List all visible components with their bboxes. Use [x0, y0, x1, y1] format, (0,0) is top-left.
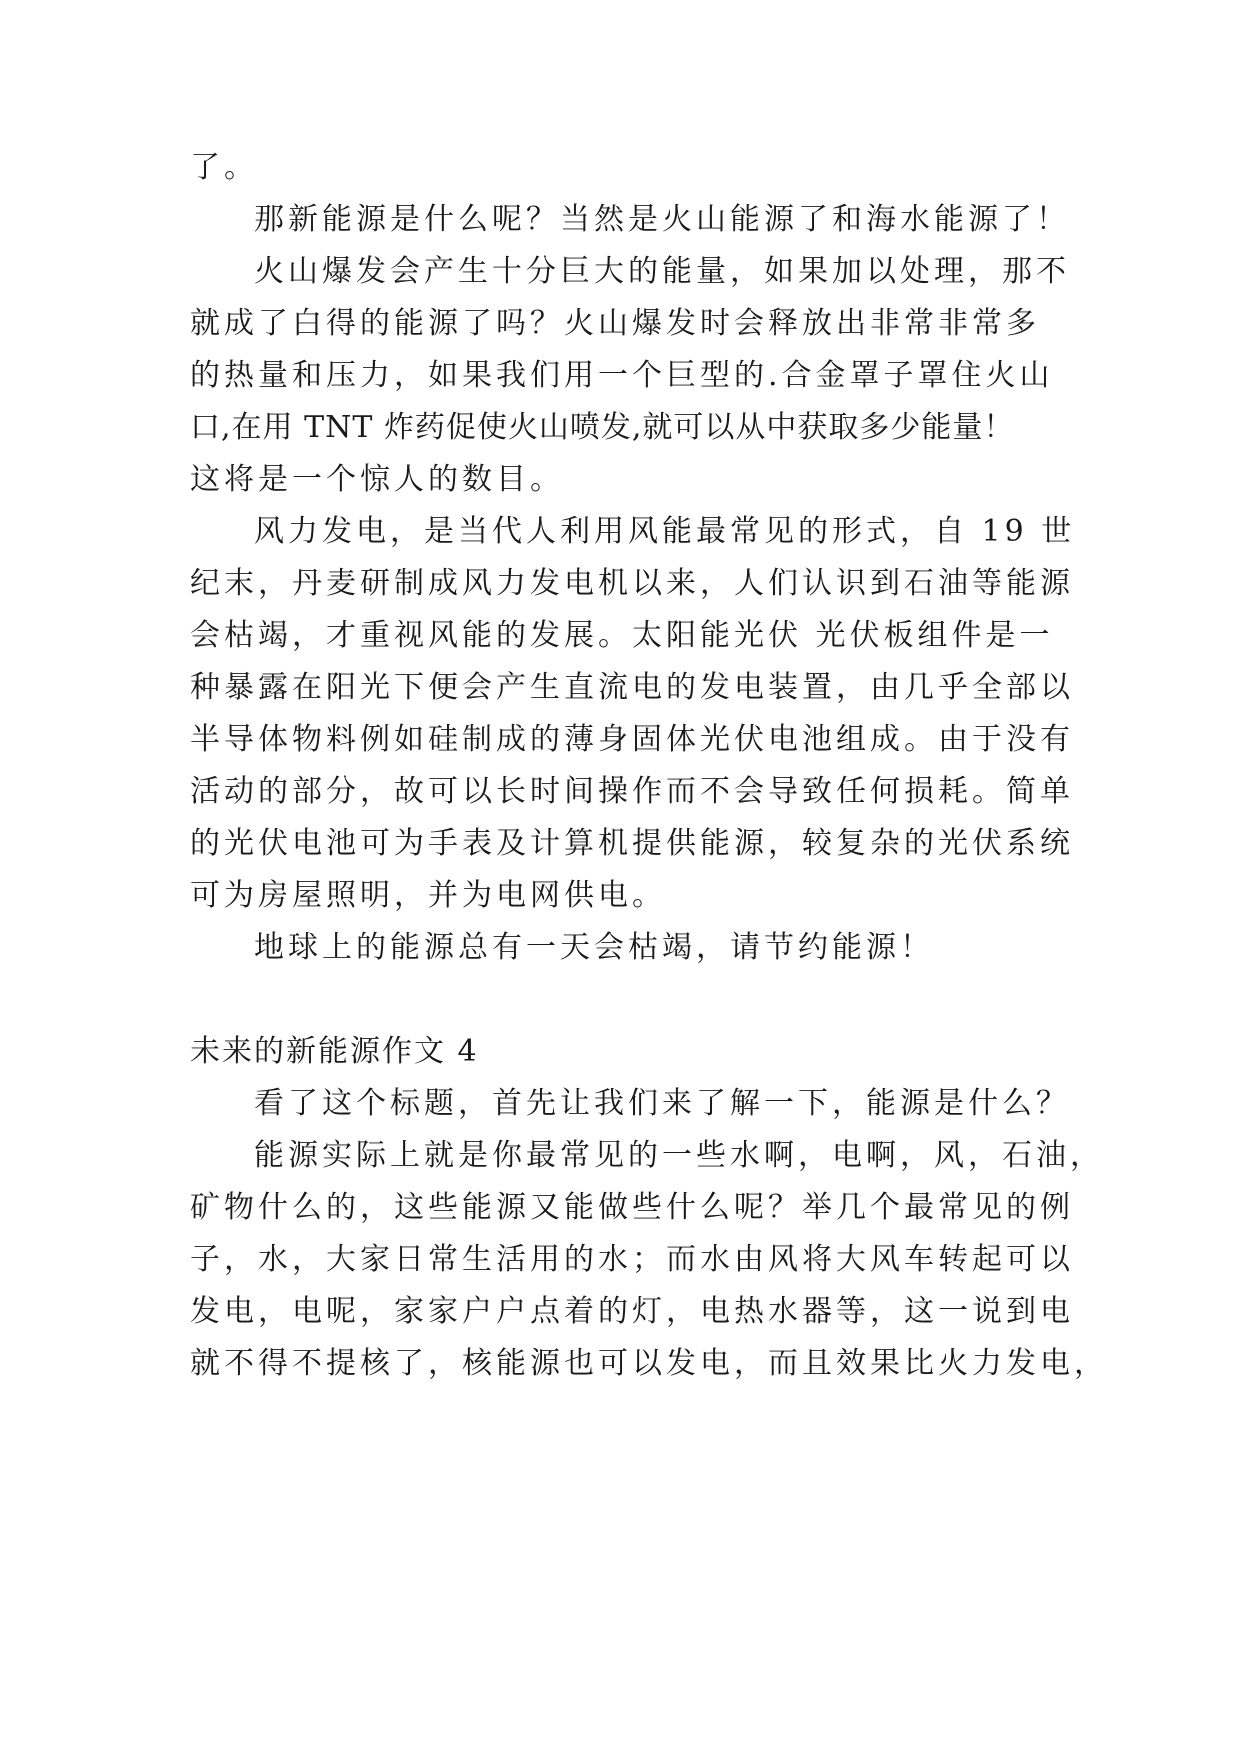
- paragraph-line: 纪末，丹麦研制成风力发电机以来，人们认识到石油等能源: [190, 566, 1074, 601]
- paragraph-line: 会枯竭，才重视风能的发展。太阳能光伏 光伏板组件是一: [190, 618, 1054, 653]
- paragraph-line: 地球上的能源总有一天会枯竭，请节约能源！: [254, 930, 934, 965]
- paragraph-line: 就成了白得的能源了吗？火山爆发时会释放出非常非常多: [190, 306, 1040, 341]
- paragraph-line: 口,在用 TNT 炸药促使火山喷发,就可以从中获取多少能量！: [190, 410, 1015, 445]
- paragraph-line: 火山爆发会产生十分巨大的能量，如果加以处理，那不: [254, 254, 1070, 289]
- paragraph-line: 风力发电，是当代人利用风能最常见的形式，自 19 世: [254, 514, 1076, 549]
- paragraph-line: 种暴露在阳光下便会产生直流电的发电装置，由几乎全部以: [190, 670, 1074, 705]
- paragraph-line: 能源实际上就是你最常见的一些水啊，电啊，风，石油，: [254, 1138, 1104, 1173]
- paragraph-line: 活动的部分，故可以长时间操作而不会导致任何损耗。简单: [190, 774, 1074, 809]
- paragraph-line: 子，水，大家日常生活用的水；而水由风将大风车转起可以: [190, 1242, 1074, 1277]
- paragraph-line: 看了这个标题，首先让我们来了解一下，能源是什么？: [254, 1086, 1070, 1121]
- paragraph-line: 了。: [190, 150, 258, 185]
- paragraph-line: 那新能源是什么呢？当然是火山能源了和海水能源了！: [254, 202, 1070, 237]
- paragraph-line: 矿物什么的，这些能源又能做些什么呢？举几个最常见的例: [190, 1190, 1074, 1225]
- paragraph-line: 可为房屋照明，并为电网供电。: [190, 878, 666, 913]
- paragraph-line: 的热量和压力，如果我们用一个巨型的.合金罩子罩住火山: [190, 358, 1054, 393]
- paragraph-line: 半导体物料例如硅制成的薄身固体光伏电池组成。由于没有: [190, 722, 1074, 757]
- paragraph-line: 的光伏电池可为手表及计算机提供能源，较复杂的光伏系统: [190, 826, 1074, 861]
- paragraph-line: 发电，电呢，家家户户点着的灯，电热水器等，这一说到电: [190, 1294, 1074, 1329]
- section-heading: 未来的新能源作文 4: [190, 1034, 479, 1069]
- paragraph-line: 这将是一个惊人的数目。: [190, 462, 564, 497]
- paragraph-line: 就不得不提核了，核能源也可以发电，而且效果比火力发电，: [190, 1346, 1108, 1381]
